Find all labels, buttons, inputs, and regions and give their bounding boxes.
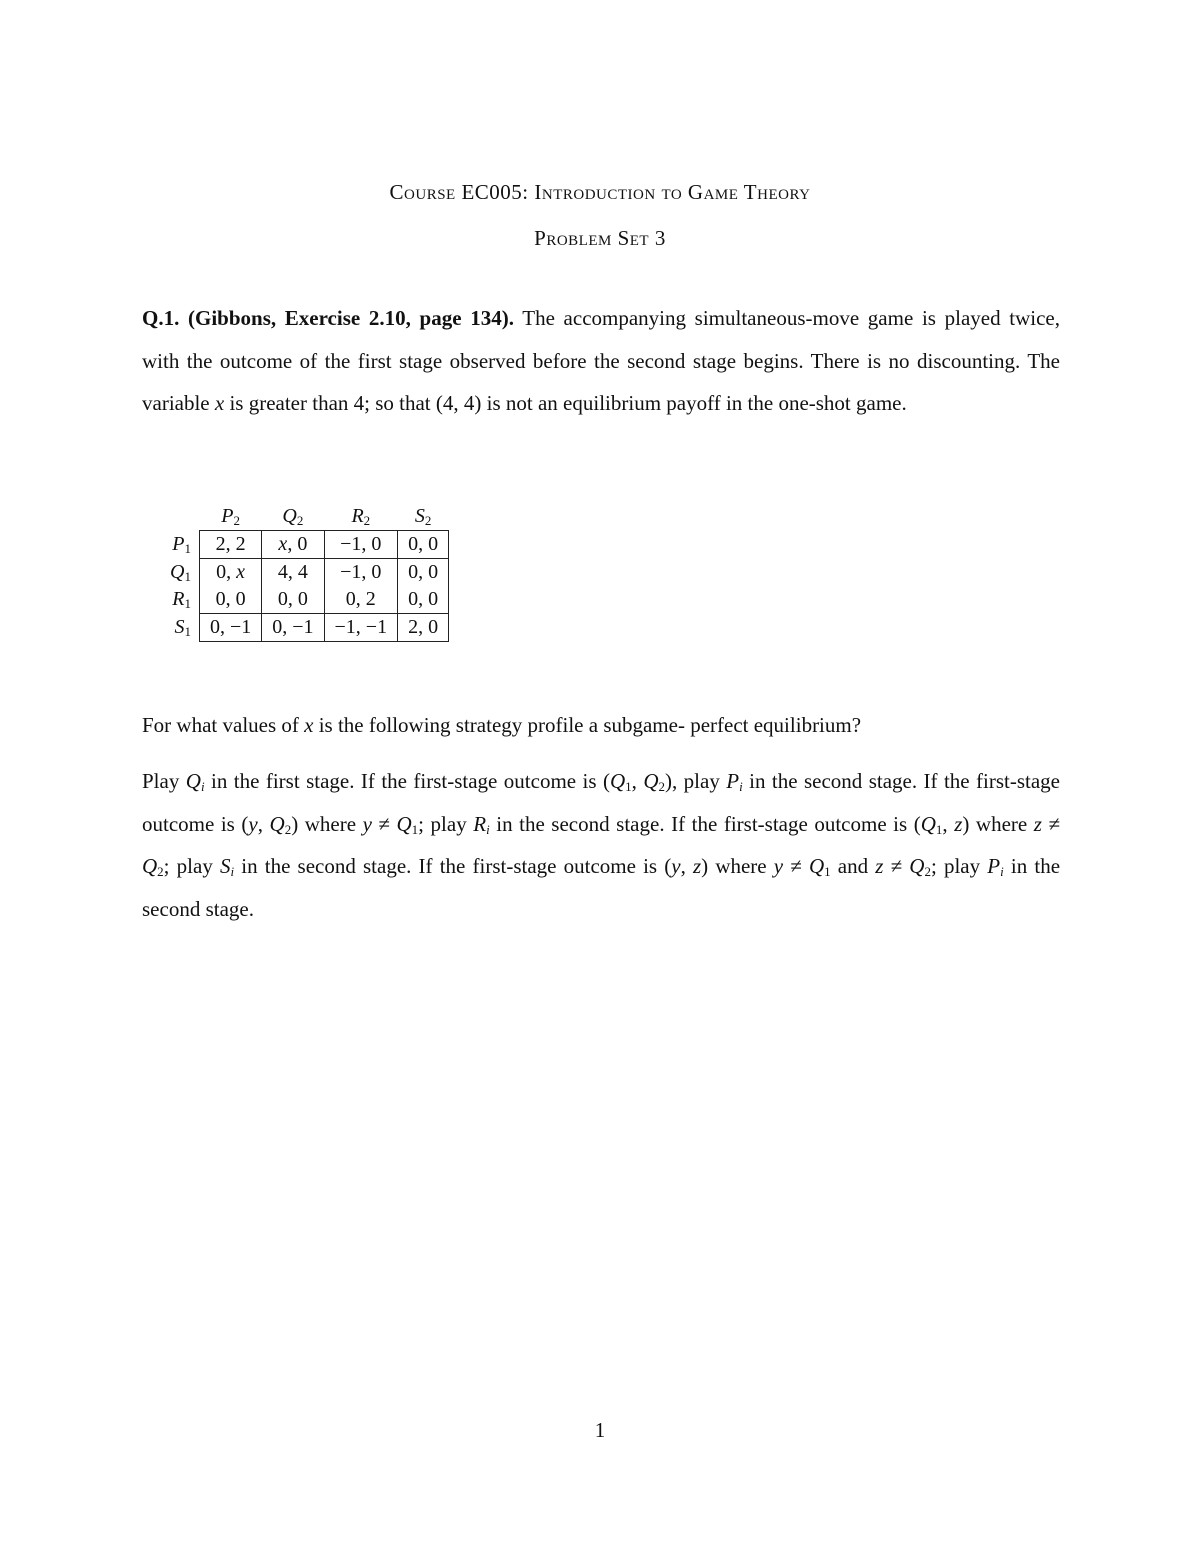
problem-set-title: Problem Set 3 [534,226,666,250]
payoff-cell: 2, 2 [199,531,261,559]
matrix-corner [170,503,199,531]
payoff-cell: −1, 0 [324,531,398,559]
payoff-cell: −1, 0 [324,559,398,587]
question-paragraph: For what values of x is the following strategy profile a subgame- perfect equilibrium? [142,713,862,737]
payoff-cell: 0, 0 [262,586,324,614]
payoff-cell: −1, −1 [324,614,398,642]
col-header-q2: $Q_2$ [282,505,304,528]
matrix-row-p1 [170,531,449,559]
strategy-profile-paragraph: Play $Q_i$ in the first stage. If the first-stage outcome is ($Q_1$, $Q_2$), play $P_i$ in the second stage. If the first-stage outcome is (y, $Q_2$) where $y \ne Q_1$; play $R_i$ in the second stage. If the first-stage outcome is ($Q_1$, z) where $z \ne Q_2$; play $S_i$ in the second stage. If the first-stage outcome is (y, z) where $y \ne Q_1$ and $z \ne Q_2$; play $P_i$ in the second stage. [142,769,1061,921]
col-header-p2: $P_2$ [221,505,240,528]
payoff-cell: 0, 0 [398,531,449,559]
variable-x: x [304,713,314,737]
q1-text-part-1: The accompanying simultaneous-move game is played twice, with the outcome of the first stage observed before the second stage begins. There is no discounting. The variable [142,306,1060,415]
row-header-s1: $S_1$ [174,616,191,639]
payoff-cell: 0, 2 [324,586,398,614]
payoff-cell: 0, 0 [398,559,449,587]
payoff-cell: 0, −1 [199,614,261,642]
payoff-cell: 0, x [199,559,261,587]
page-number: 1 [594,1418,606,1442]
payoff-cell: 0, −1 [262,614,324,642]
payoff-cell: x, 0 [262,531,324,559]
course-title: Course EC005: Introduction to Game Theory [389,180,811,204]
question-1-label: Q.1. (Gibbons, Exercise 2.10, page 134). [142,306,514,330]
row-header-r1: $R_1$ [172,588,191,612]
variable-x: x [214,391,225,415]
matrix-row-s1 [170,614,449,642]
col-header-r2: $R_2$ [351,505,371,528]
payoff-matrix [170,503,449,642]
row-header-p1: $P_1$ [172,533,191,556]
payoff-cell: 4, 4 [262,559,324,587]
matrix-header-row [170,503,449,531]
matrix-row-q1 [170,559,449,587]
payoff-cell: 0, 0 [199,586,261,614]
payoff-cell: 2, 0 [398,614,449,642]
col-header-s2: $S_2$ [414,505,432,528]
question-1-paragraph [142,297,1060,425]
matrix-row-r1 [170,586,449,614]
q1-text-part-2: is greater than 4; so that (4, 4) is not an equilibrium payoff in the one-shot game. [224,391,907,415]
payoff-cell: 0, 0 [398,586,449,614]
row-header-q1: $Q_1$ [170,560,191,584]
